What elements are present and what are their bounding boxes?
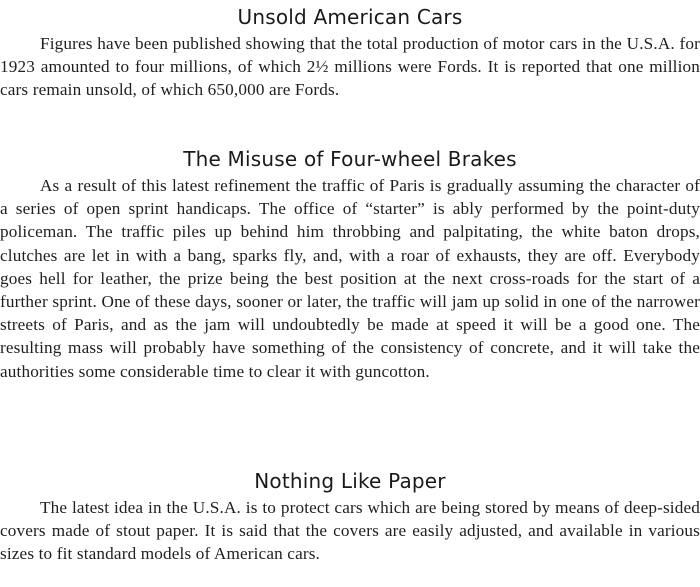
article-heading: Unsold American Cars (237, 5, 463, 29)
article-misuse-of-four-wheel-brakes (0, 146, 700, 383)
article-paragraph: As a result of this latest refinement the traffic of Paris is gradually assuming the character of a series of open sprint handicaps. The office of “starter” is ably performed by the point-duty policeman. The traffic piles up behind him throbbing and palpitating, the white baton drops, clutches are let in with a bang, sparks fly, and, with a roar of exhausts, they are off. Everybody goes hell for leather, the prize being the best position at the next cross-roads for the start of a further sprint. One of these days, sooner or later, the traffic will jam up solid in one of the narrower streets of Paris, and as the jam will undoubtedly be made at speed it will be a good one. The resulting mass will probably have something of the consistency of concrete, and it will take the authorities some considerable time to clear it with guncotton. (0, 176, 700, 381)
article-nothing-like-paper (0, 468, 700, 566)
article-paragraph: Figures have been published showing that the total production of motor cars in the U.S.A. for 1923 amounted to four millions, of which 2½ millions were Fords. It is reported that one million cars remain unsold, of which 650,000 are Fords. (0, 34, 700, 100)
article-unsold-american-cars (0, 4, 700, 102)
article-heading: Nothing Like Paper (254, 469, 446, 493)
article-paragraph: The latest idea in the U.S.A. is to protect cars which are being stored by means of deep-sided covers made of stout paper. It is said that the covers are easily adjusted, and available in various sizes to fit standard models of American cars. (0, 498, 700, 564)
article-heading: The Misuse of Four-wheel Brakes (183, 147, 517, 171)
